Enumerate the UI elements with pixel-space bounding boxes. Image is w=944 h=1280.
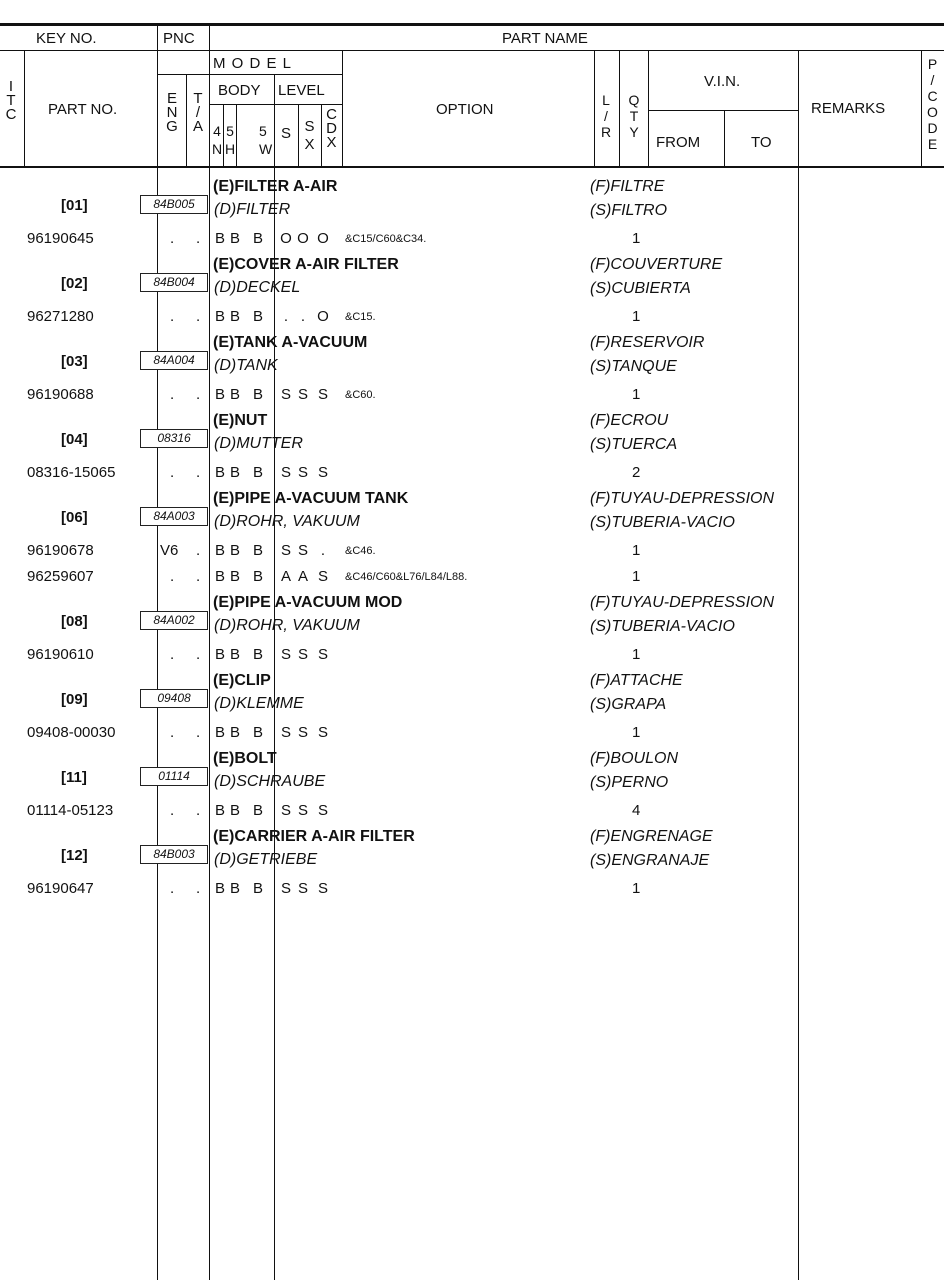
pnc-box: 84B003 xyxy=(140,845,208,864)
model-code: O xyxy=(317,230,329,247)
key-no: [01] xyxy=(61,197,88,214)
ta-code: . xyxy=(196,308,201,325)
key-no: [06] xyxy=(61,509,88,526)
part-name-en: (E)CARRIER A-AIR FILTER xyxy=(213,828,415,845)
part-name-fr: (F)RESERVOIR xyxy=(590,334,705,351)
pnc-box: 84A003 xyxy=(140,507,208,526)
model-code: A xyxy=(280,568,291,585)
header-remarks: REMARKS xyxy=(811,100,886,117)
part-name-de: (D)FILTER xyxy=(214,201,291,218)
quantity: 2 xyxy=(632,464,641,481)
key-no: [12] xyxy=(61,847,88,864)
model-code: B xyxy=(214,386,225,403)
model-code: B xyxy=(214,646,225,663)
header-qty: Q T Y xyxy=(628,92,640,140)
model-code: B xyxy=(229,568,240,585)
part-name-de: (D)ROHR, VAKUUM xyxy=(214,617,360,634)
model-code: S xyxy=(317,802,328,819)
part-name-en: (E)PIPE A-VACUUM TANK xyxy=(213,490,409,507)
header-rule-bottom xyxy=(0,166,944,168)
eng-code: V6 xyxy=(160,542,179,559)
model-code: S xyxy=(280,802,291,819)
pnc-box: 84A002 xyxy=(140,611,208,630)
key-no: [03] xyxy=(61,353,88,370)
pnc-box: 84A004 xyxy=(140,351,208,370)
col-line-remarks xyxy=(798,50,799,1280)
model-code: B xyxy=(214,308,225,325)
eng-code: . xyxy=(170,308,175,325)
ta-code: . xyxy=(196,802,201,819)
model-code: . xyxy=(300,308,306,325)
part-name-de: (D)GETRIEBE xyxy=(214,851,318,868)
model-code: . xyxy=(283,308,289,325)
model-code: S xyxy=(297,724,308,741)
header-ta: T / A xyxy=(192,90,203,135)
model-code: S xyxy=(280,386,291,403)
part-name-es: (S)FILTRO xyxy=(590,202,668,219)
model-code: B xyxy=(229,542,240,559)
header-level-cdx: C D X xyxy=(326,106,337,151)
model-code: B xyxy=(229,230,240,247)
header-part-no: PART NO. xyxy=(48,101,118,118)
header-body-4n: 4 N xyxy=(211,123,223,157)
model-code: B xyxy=(214,542,225,559)
part-name-de: (D)TANK xyxy=(214,357,278,374)
part-number: 96190610 xyxy=(27,646,94,663)
col-line-vin xyxy=(648,50,649,168)
header-rule-vin xyxy=(648,110,798,111)
model-code: B xyxy=(252,308,263,325)
header-lr: L / R xyxy=(600,92,612,140)
model-code: B xyxy=(214,230,225,247)
ta-code: . xyxy=(196,464,201,481)
header-rule-1 xyxy=(0,50,944,51)
header-itc: I T C xyxy=(5,78,17,123)
quantity: 1 xyxy=(632,880,641,897)
header-vin-to: TO xyxy=(751,134,772,151)
key-no: [09] xyxy=(61,691,88,708)
part-number: 96190678 xyxy=(27,542,94,559)
key-no: [11] xyxy=(61,769,87,786)
part-name-en: (E)FILTER A-AIR xyxy=(213,178,338,195)
quantity: 1 xyxy=(632,724,641,741)
part-name-fr: (F)ENGRENAGE xyxy=(590,828,713,845)
eng-code: . xyxy=(170,568,175,585)
header-pnc: PNC xyxy=(163,30,195,47)
ta-code: . xyxy=(196,386,201,403)
eng-code: . xyxy=(170,386,175,403)
header-body-5h: 5 H xyxy=(224,123,236,157)
header-model: M O D E L xyxy=(213,55,293,72)
header-body: BODY xyxy=(218,82,261,99)
part-name-fr: (F)ECROU xyxy=(590,412,669,429)
model-code: B xyxy=(252,542,263,559)
model-code: B xyxy=(252,802,263,819)
ta-code: . xyxy=(196,230,201,247)
col-line-eng xyxy=(186,74,187,168)
option-code: &C15. xyxy=(345,311,376,323)
header-rule-model xyxy=(157,74,342,75)
model-code: S xyxy=(297,802,308,819)
model-code: B xyxy=(229,386,240,403)
top-rule xyxy=(0,23,944,26)
part-number: 96190647 xyxy=(27,880,94,897)
col-line-itc xyxy=(24,50,25,168)
model-code: B xyxy=(229,308,240,325)
model-code: O xyxy=(317,308,329,325)
part-name-fr: (F)ATTACHE xyxy=(590,672,683,689)
model-code: O xyxy=(297,230,309,247)
pnc-box: 08316 xyxy=(140,429,208,448)
model-code: S xyxy=(280,646,291,663)
header-option: OPTION xyxy=(436,101,494,118)
eng-code: . xyxy=(170,802,175,819)
part-name-en: (E)CLIP xyxy=(213,672,271,689)
eng-code: . xyxy=(170,464,175,481)
model-code: S xyxy=(297,386,308,403)
model-code: B xyxy=(214,802,225,819)
model-code: B xyxy=(229,802,240,819)
option-code: &C46/C60&L76/L84/L88. xyxy=(345,571,468,583)
model-code: O xyxy=(280,230,292,247)
part-name-en: (E)TANK A-VACUUM xyxy=(213,334,368,351)
col-line-option xyxy=(342,50,343,168)
header-vin: V.I.N. xyxy=(704,73,741,90)
model-code: S xyxy=(317,568,328,585)
col-line-pcode xyxy=(921,50,922,168)
model-code: B xyxy=(214,880,225,897)
model-code: S xyxy=(297,542,308,559)
model-code: B xyxy=(229,724,240,741)
model-code: S xyxy=(297,880,308,897)
header-body-5w: 5 W xyxy=(259,123,273,157)
part-name-fr: (F)FILTRE xyxy=(590,178,665,195)
part-name-de: (D)ROHR, VAKUUM xyxy=(214,513,360,530)
model-code: B xyxy=(214,568,225,585)
part-name-en: (E)BOLT xyxy=(213,750,277,767)
model-code: S xyxy=(317,464,328,481)
model-code: S xyxy=(297,646,308,663)
model-code: B xyxy=(229,464,240,481)
part-number: 96190688 xyxy=(27,386,94,403)
pnc-box: 01114 xyxy=(140,767,208,786)
part-name-es: (S)TANQUE xyxy=(590,358,677,375)
part-name-de: (D)SCHRAUBE xyxy=(214,773,326,790)
part-name-es: (S)PERNO xyxy=(590,774,669,791)
pnc-box: 09408 xyxy=(140,689,208,708)
part-name-es: (S)TUBERIA-VACIO xyxy=(590,514,735,531)
model-code: B xyxy=(252,568,263,585)
model-code: B xyxy=(214,464,225,481)
option-code: &C46. xyxy=(345,545,376,557)
header-rule-body xyxy=(210,104,342,105)
col-line-qty xyxy=(619,50,620,168)
model-code: B xyxy=(252,230,263,247)
part-name-de: (D)KLEMME xyxy=(214,695,304,712)
quantity: 1 xyxy=(632,230,641,247)
model-code: B xyxy=(252,646,263,663)
part-number: 09408-00030 xyxy=(27,724,116,741)
header-part-name: PART NAME xyxy=(502,30,588,47)
quantity: 1 xyxy=(632,386,641,403)
option-code: &C60. xyxy=(345,389,376,401)
part-name-en: (E)NUT xyxy=(213,412,268,429)
key-no: [02] xyxy=(61,275,88,292)
header-eng: E N G xyxy=(166,90,178,135)
eng-code: . xyxy=(170,724,175,741)
ta-code: . xyxy=(196,880,201,897)
model-code: B xyxy=(252,880,263,897)
quantity: 1 xyxy=(632,308,641,325)
pnc-box: 84B005 xyxy=(140,195,208,214)
quantity: 1 xyxy=(632,568,641,585)
col-line-body-level xyxy=(274,74,275,1280)
ta-code: . xyxy=(196,646,201,663)
model-code: S xyxy=(280,880,291,897)
key-no: [04] xyxy=(61,431,88,448)
eng-code: . xyxy=(170,880,175,897)
model-code: S xyxy=(280,464,291,481)
part-name-fr: (F)BOULON xyxy=(590,750,678,767)
model-code: B xyxy=(252,464,263,481)
part-name-de: (D)DECKEL xyxy=(214,279,301,296)
model-code: B xyxy=(229,646,240,663)
quantity: 4 xyxy=(632,802,641,819)
eng-code: . xyxy=(170,646,175,663)
part-name-es: (S)CUBIERTA xyxy=(590,280,691,297)
header-key-no: KEY NO. xyxy=(36,30,97,47)
part-name-fr: (F)TUYAU-DEPRESSION xyxy=(590,490,775,507)
part-number: 96190645 xyxy=(27,230,94,247)
model-code: B xyxy=(252,386,263,403)
col-line-pnc-right xyxy=(209,26,210,1280)
part-number: 08316-15065 xyxy=(27,464,116,481)
model-code: A xyxy=(297,568,308,585)
header-level: LEVEL xyxy=(278,82,325,99)
model-code: S xyxy=(280,542,291,559)
model-code: S xyxy=(297,464,308,481)
model-code: . xyxy=(320,542,326,559)
col-line-from-to xyxy=(724,110,725,168)
part-number: 01114-05123 xyxy=(27,802,114,819)
model-code: B xyxy=(214,724,225,741)
header-level-sx: S X xyxy=(304,118,315,153)
part-number: 96271280 xyxy=(27,308,94,325)
pnc-box: 84B004 xyxy=(140,273,208,292)
model-code: S xyxy=(317,386,328,403)
model-code: B xyxy=(252,724,263,741)
part-name-es: (S)TUERCA xyxy=(590,436,678,453)
quantity: 1 xyxy=(632,542,641,559)
part-name-en: (E)PIPE A-VACUUM MOD xyxy=(213,594,403,611)
key-no: [08] xyxy=(61,613,88,630)
header-vin-from: FROM xyxy=(656,134,701,151)
model-code: S xyxy=(280,724,291,741)
header-level-s: S xyxy=(280,125,291,142)
part-name-fr: (F)TUYAU-DEPRESSION xyxy=(590,594,775,611)
ta-code: . xyxy=(196,542,201,559)
model-code: S xyxy=(317,724,328,741)
part-number: 96259607 xyxy=(27,568,94,585)
model-code: B xyxy=(229,880,240,897)
part-name-fr: (F)COUVERTURE xyxy=(590,256,723,273)
part-name-es: (S)TUBERIA-VACIO xyxy=(590,618,735,635)
model-code: S xyxy=(317,880,328,897)
part-name-de: (D)MUTTER xyxy=(214,435,303,452)
eng-code: . xyxy=(170,230,175,247)
model-code: S xyxy=(317,646,328,663)
col-line-pnc-left xyxy=(157,26,158,1280)
part-name-es: (S)GRAPA xyxy=(590,696,667,713)
part-name-es: (S)ENGRANAJE xyxy=(590,852,710,869)
part-name-en: (E)COVER A-AIR FILTER xyxy=(213,256,399,273)
option-code: &C15/C60&C34. xyxy=(345,233,427,245)
ta-code: . xyxy=(196,724,201,741)
col-line-lr xyxy=(594,50,595,168)
ta-code: . xyxy=(196,568,201,585)
quantity: 1 xyxy=(632,646,641,663)
header-pcode: P / C O D E xyxy=(927,56,938,152)
